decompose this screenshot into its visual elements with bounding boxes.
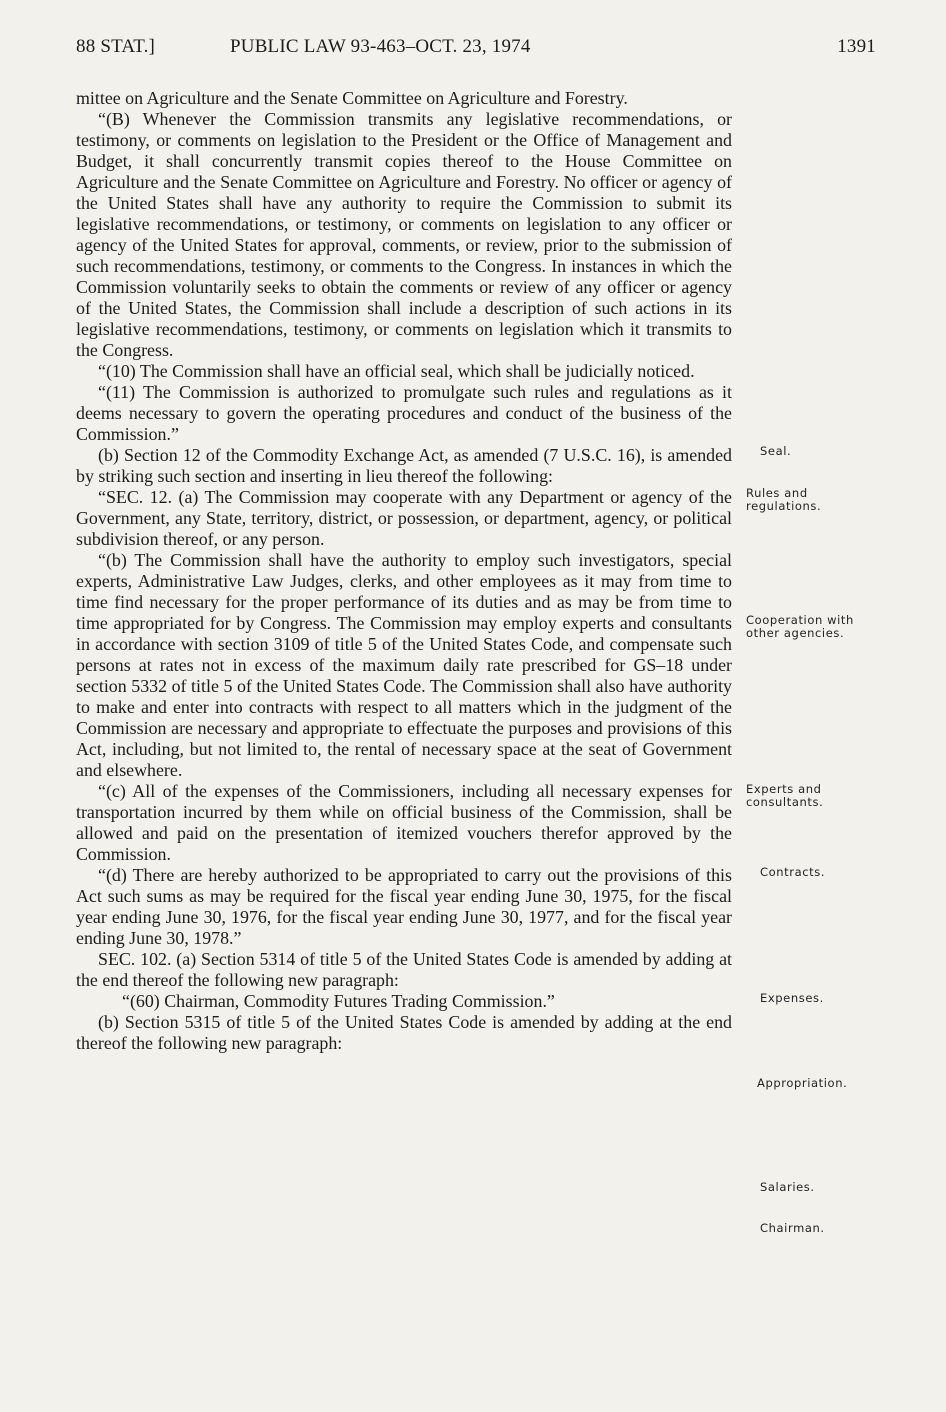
- paragraph: “(11) The Commission is authorized to promulgate such rules and regulations as it deems necessary to govern the operating procedures and conduct of the business of the Commission.”: [76, 382, 732, 444]
- paragraph: “(B) Whenever the Commission transmits any legislative recommendations, or testimony, or comments on legislation to the President or the Office of Management and Budget, it shall concurrently transmit copies thereof to the House Committee on Agriculture and the Senate Committee on Agriculture and Forestry. No officer or agency of the United States shall have any authority to require the Commission to submit its legislative recommendations, or testimony, or comments on legislation to any officer or agency of the United States for approval, comments, or review, prior to the submission of such recommendations, testimony, or comments to the Congress. In instances in which the Commission voluntarily seeks to obtain the comments or review of any officer or agency of the United States, the Commission shall include a description of such actions in its legislative recommendations, testimony, or comments on legislation which it transmits to the Congress.: [76, 109, 732, 360]
- law-title: PUBLIC LAW 93-463–OCT. 23, 1974: [230, 36, 531, 57]
- margin-note-seal: Seal.: [760, 444, 792, 458]
- page-number: 1391: [837, 36, 876, 57]
- margin-note-expenses: Expenses.: [760, 991, 824, 1005]
- paragraph: “(d) There are hereby authorized to be appropriated to carry out the provisions of this Act such sums as may be required for the fiscal year ending June 30, 1975, for the fiscal year ending June 30, 1976, for the fiscal year ending June 30, 1977, and for the fiscal year ending June 30, 1978.”: [76, 865, 732, 948]
- paragraph: “(60) Chairman, Commodity Futures Trading Commission.”: [122, 991, 555, 1011]
- paragraph: “(10) The Commission shall have an official seal, which shall be judicially noticed.: [98, 361, 695, 381]
- paragraph: (b) Section 12 of the Commodity Exchange Act, as amended (7 U.S.C. 16), is amended by striking such section and inserting in lieu thereof the following:: [76, 445, 732, 486]
- paragraph: mittee on Agriculture and the Senate Committee on Agriculture and Forestry.: [76, 88, 628, 108]
- margin-note-appropriation: Appropriation.: [757, 1076, 848, 1090]
- paragraph: SEC. 102. (a) Section 5314 of title 5 of the United States Code is amended by adding at the end thereof the following new paragraph:: [76, 949, 732, 990]
- paragraph: “(b) The Commission shall have the authority to employ such investigators, special experts, Administrative Law Judges, clerks, and other employees as it may from time to time find necessary for the proper performance of its duties and as may be from time to time appropriated for by Congress. The Commission may employ experts and consultants in accordance with section 3109 of title 5 of the United States Code, and compensate such persons at rates not in excess of the maximum daily rate prescribed for GS–18 under section 5332 of title 5 of the United States Code. The Commission shall also have authority to make and enter into contracts with respect to all matters which in the judgment of the Commission are necessary and appropriate to effectuate the purposes and provisions of this Act, including, but not limited to, the rental of necessary space at the seat of Government and elsewhere.: [76, 550, 732, 780]
- margin-note-cooperation: Cooperation with other agencies.: [746, 613, 854, 640]
- paragraph: “SEC. 12. (a) The Commission may cooperate with any Department or agency of the Government, any State, territory, district, or possession, or department, agency, or political subdivision thereof, or any person.: [76, 487, 732, 549]
- margin-note-salaries: Salaries.: [760, 1180, 815, 1194]
- paragraph: “(c) All of the expenses of the Commissioners, including all necessary expenses for transportation incurred by them while on official business of the Commission, shall be allowed and paid on the presentation of itemized vouchers therefor approved by the Commission.: [76, 781, 732, 864]
- margin-note-experts: Experts and consultants.: [746, 782, 824, 809]
- margin-note-chairman: Chairman.: [760, 1221, 825, 1235]
- paragraph: (b) Section 5315 of title 5 of the United States Code is amended by adding at the end thereof the following new paragraph:: [76, 1012, 732, 1053]
- margin-note-contracts: Contracts.: [760, 865, 826, 879]
- margin-note-rules: Rules and regulations.: [746, 486, 822, 513]
- stat-volume: 88 STAT.]: [76, 36, 156, 57]
